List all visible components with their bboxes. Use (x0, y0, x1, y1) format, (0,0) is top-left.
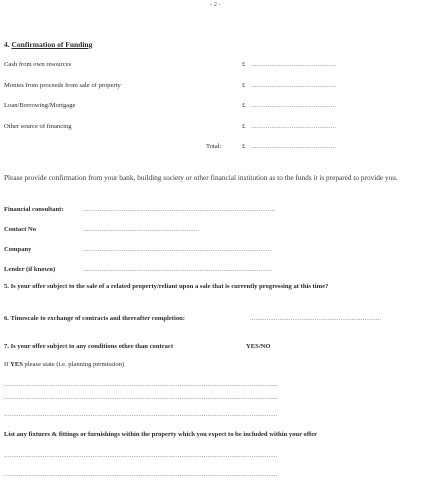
funding-label-other: Other source of financing (4, 123, 72, 130)
yes-no-option[interactable]: YES/NO (246, 343, 271, 350)
amount-field-other[interactable]: .............................................. (251, 123, 337, 130)
conditions-line-2[interactable]: .................................................................................................................................................... (4, 394, 278, 401)
currency-symbol: £ (242, 123, 246, 130)
section-number: 4. (4, 40, 10, 49)
funding-label-sale-proceeds: Monies from proceeds from sale of property (4, 82, 121, 89)
question-5: 5. Is your offer subject to the sale of a related property/reliant upon a sale that is currently progressing at this time? (4, 283, 329, 290)
conditions-line-1[interactable]: .................................................................................................................................................... (4, 381, 278, 388)
company-field[interactable]: ...................................................................................................... (83, 246, 272, 253)
conditions-line-3[interactable]: .................................................................................................................................................... (4, 411, 278, 418)
confirmation-paragraph: Please provide confirmation from your bank, building society or other financial institution as to the funds it is prepared to provide you. (4, 173, 398, 182)
currency-symbol: £ (242, 82, 246, 89)
fixtures-line-2[interactable]: .................................................................................................................................................... (4, 471, 278, 478)
currency-symbol: £ (242, 61, 246, 68)
currency-symbol: £ (242, 143, 246, 150)
amount-field-total[interactable]: .............................................. (251, 143, 337, 150)
if-yes-rest: please state (i.e. planning permission) (24, 361, 125, 368)
currency-symbol: £ (242, 102, 246, 109)
section-title: Confirmation of Funding (11, 40, 93, 49)
contact-no-field[interactable]: ............................................................... (83, 226, 200, 233)
financial-consultant-field[interactable]: ........................................................................................................ (83, 206, 276, 213)
lender-label: Lender (if known) (4, 266, 56, 273)
fixtures-line-1[interactable]: .................................................................................................................................................... (4, 452, 278, 459)
if-word: If (4, 361, 9, 368)
question-7: 7. Is your offer subject to any conditions other than contract (4, 343, 174, 350)
timescale-field[interactable]: ....................................................................... (250, 315, 382, 322)
company-label: Company (4, 246, 32, 253)
page-number: - 2 - (210, 1, 221, 8)
contact-no-label: Contact No (4, 226, 37, 233)
fixtures-question: List any fixtures & fittings or furnishings within the property which you expect to be included within your offer (4, 431, 318, 438)
amount-field-sale-proceeds[interactable]: .............................................. (251, 82, 337, 89)
financial-consultant-label: Financial consultant: (4, 206, 64, 213)
section-heading (4, 40, 92, 49)
amount-field-cash[interactable]: .............................................. (251, 61, 337, 68)
if-yes-instruction (4, 361, 124, 368)
question-6: 6. Timescale to exchange of contracts and thereafter completion: (4, 315, 185, 322)
yes-word: YES (10, 361, 23, 368)
funding-label-cash: Cash from own resources (4, 61, 72, 68)
amount-field-mortgage[interactable]: .............................................. (251, 102, 337, 109)
total-label: Total: (206, 143, 222, 150)
funding-label-mortgage: Loan/Borrowing/Mortgage (4, 102, 76, 109)
lender-field[interactable]: ...................................................................................................... (83, 266, 272, 273)
